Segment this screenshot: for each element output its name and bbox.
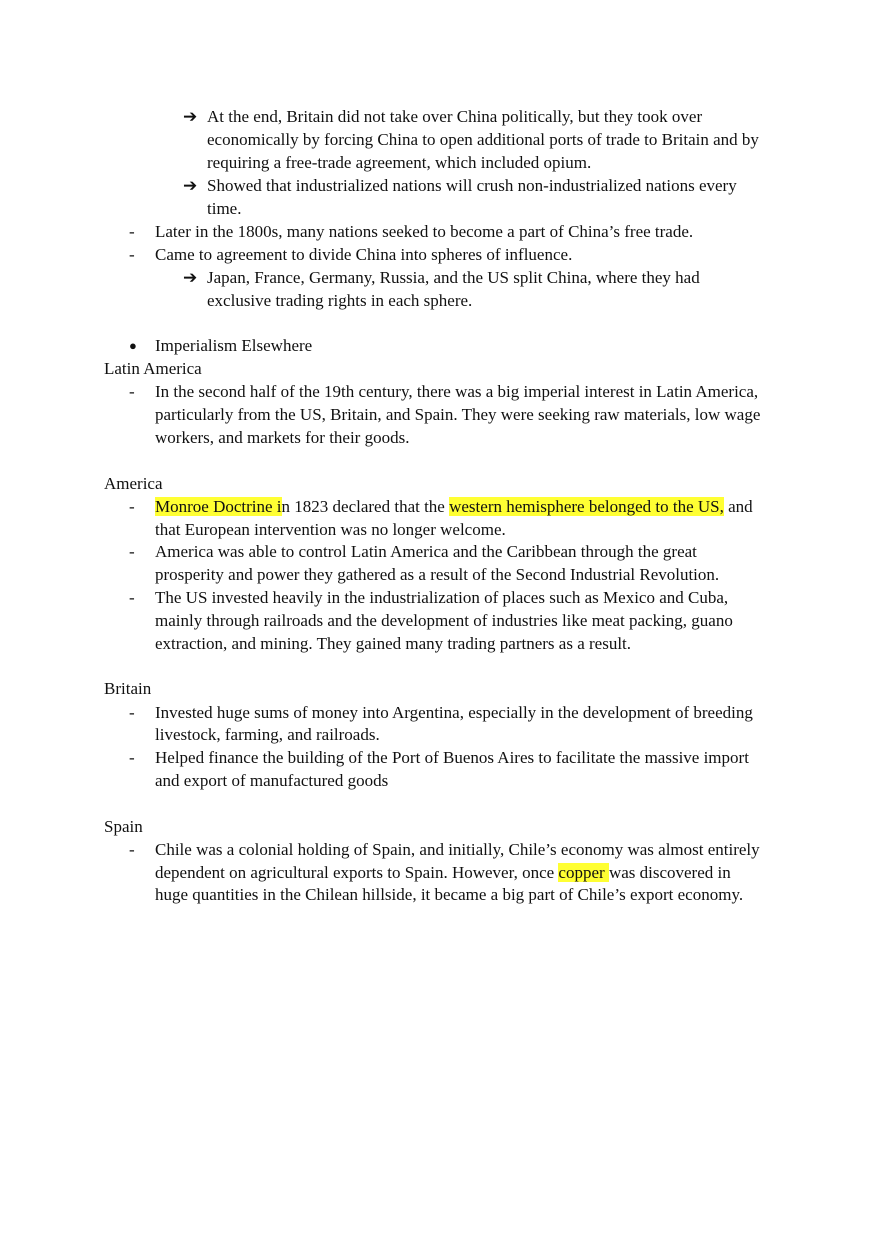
dash-bullet: - — [129, 542, 135, 561]
latin-america-line2: particularly from the US, Britain, and Spain. They were seeking raw materials, low wage — [155, 405, 761, 424]
spain-heading: Spain — [104, 817, 143, 836]
britain-d2-line1: Helped finance the building of the Port of Buenos Aires to facilitate the massive import — [155, 748, 749, 767]
china-arrow2-line2: time. — [207, 199, 242, 218]
china-arrow1-line1: At the end, Britain did not take over China politically, but they took over — [207, 107, 703, 126]
bullet-dot-icon: ● — [129, 338, 137, 353]
spain-d1-line2 — [155, 861, 731, 884]
latin-america-line3: workers, and markets for their goods. — [155, 428, 410, 447]
britain-d1-line1: Invested huge sums of money into Argentina, especially in the development of breeding — [155, 703, 753, 722]
arrow-bullet-icon: ➔ — [183, 268, 198, 287]
america-d2-line2: prosperity and power they gathered as a result of the Second Industrial Revolution. — [155, 565, 720, 584]
dash-bullet: - — [129, 222, 135, 241]
dash-bullet: - — [129, 497, 135, 516]
america-d3-line3: extraction, and mining. They gained many trading partners as a result. — [155, 634, 632, 653]
america-d2-line1: America was able to control Latin America and the Caribbean through the great — [155, 542, 697, 561]
spain-d1-line3: huge quantities in the Chilean hillside, it became a big part of Chile’s export economy. — [155, 885, 744, 904]
america-heading: America — [104, 474, 163, 493]
america-d1-line1 — [155, 495, 753, 518]
highlight-western-hemisphere: western hemisphere belonged to the US, — [449, 497, 724, 516]
china-arrow1-line2: economically by forcing China to open additional ports of trade to Britain and by — [207, 130, 759, 149]
dash-bullet: - — [129, 703, 135, 722]
china-arrow3-line1: Japan, France, Germany, Russia, and the US split China, where they had — [207, 268, 700, 287]
highlight-monroe-doctrine: Monroe Doctrine i — [155, 497, 282, 516]
britain-d1-line2: livestock, farming, and railroads. — [155, 725, 380, 744]
spain-d1-line2-post: was discovered in — [608, 863, 731, 882]
highlight-copper: copper — [558, 863, 609, 882]
dash-bullet: - — [129, 840, 135, 859]
arrow-bullet-icon: ➔ — [183, 107, 198, 126]
dash-bullet: - — [129, 748, 135, 767]
britain-heading: Britain — [104, 679, 152, 698]
dash-bullet: - — [129, 588, 135, 607]
spain-d1-line2-pre: dependent on agricultural exports to Spain. However, once — [155, 863, 559, 882]
america-d3-line1: The US invested heavily in the industrialization of places such as Mexico and Cuba, — [155, 588, 729, 607]
latin-america-line1: In the second half of the 19th century, there was a big imperial interest in Latin America, — [155, 382, 759, 401]
britain-d2-line2: and export of manufactured goods — [155, 771, 389, 790]
spain-d1-line1: Chile was a colonial holding of Spain, and initially, Chile’s economy was almost entirely — [155, 840, 760, 859]
latin-america-heading: Latin America — [104, 359, 202, 378]
america-d3-line2: mainly through railroads and the development of industries like meat packing, guano — [155, 611, 733, 630]
arrow-bullet-icon: ➔ — [183, 176, 198, 195]
imperialism-heading: Imperialism Elsewhere — [155, 336, 313, 355]
america-d1-mid: n 1823 declared that the — [281, 497, 450, 516]
china-dash2: Came to agreement to divide China into spheres of influence. — [155, 245, 573, 264]
dash-bullet: - — [129, 245, 135, 264]
america-d1-line2: that European intervention was no longer welcome. — [155, 520, 506, 539]
dash-bullet: - — [129, 382, 135, 401]
china-arrow1-line3: requiring a free-trade agreement, which included opium. — [207, 153, 592, 172]
china-dash1: Later in the 1800s, many nations seeked to become a part of China’s free trade. — [155, 222, 694, 241]
america-d1-end: and — [723, 497, 753, 516]
china-arrow2-line1: Showed that industrialized nations will crush non-industrialized nations every — [207, 176, 737, 195]
china-arrow3-line2: exclusive trading rights in each sphere. — [207, 291, 473, 310]
